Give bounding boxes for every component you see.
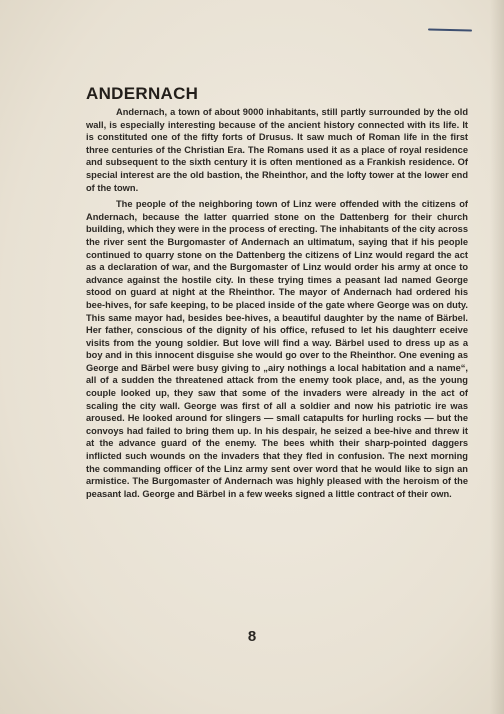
paragraph-legend: The people of the neighboring town of Linz were offended with the citizens of Andernach, because the latter quarried stone on the Dattenberg for their church building, which they were in the process of erecting. The inhabitants of the city across the river sent the Burgomaster of Andernach an ultimatum, saying that if his people continued to quarry stone on the Dattenberg the citizens of Linz would regard the act as a declaration of war, and the Burgomaster of Linz would order his army at once to advance against the hostile city. In these trying times a peasant lad named George stood on guard at night at the Rheinthor. The mayor of Andernach had ordered his bee-hives, for safe keeping, to be placed inside of the gate where George was on duty. This same mayor had, besides bee-hives, a beautiful daughter by the name of Bärbel. Her father, conscious of the dignity of his office, refused to let his daughterr eceive visits from the young soldier. But love will find a way. Bärbel used to dress up as a boy and in this innocent disguise she would go over to the Rheinthor. One evening as George and Bärbel were busy giving to „airy nothings a local habitation and a name“, all of a sudden the threatened attack from the enemy took place, and, as the young couple looked up, they saw that some of the invaders were already in the act of scaling the city wall. George was first of all a soldier and now his patriotic ire was aroused. He looked around for slingers — small catapults for hurling rocks — but the convoys had failed to bring them up. In his despair, he seized a bee-hive and threw it at the advance guard of the enemy. The bees whith their sharp-pointed daggers inflicted such wounds on the invaders that they fled in confusion. The next morning the commanding officer of the Linz army sent over word that he would like to sign an armistice. The Burgomaster of Andernach was highly pleased with the heroism of the peasant lad. George and Bärbel in a few weeks signed a little contract of their own. bbox=[86, 199, 468, 499]
pen-mark bbox=[428, 28, 472, 31]
article bbox=[86, 84, 468, 500]
paragraph-history: Andernach, a town of about 9000 inhabitants, still partly surrounded by the old wall, is especially interesting because of the ancient history connected with its life. It is constituted one of the fifty forts of Drusus. It saw much of Roman life in the first three centuries of the Christian Era. The Romans used it as a place of royal residence and subsequent to the sixth century it is often mentioned as a Frankish residence. Of special interest are the old bastion, the Rheinthor, and the lofty tower at the lower end of the town. bbox=[86, 107, 468, 193]
page-edge-shadow bbox=[490, 0, 504, 714]
article-title: ANDERNACH bbox=[86, 84, 199, 103]
page-number: 8 bbox=[247, 628, 257, 645]
